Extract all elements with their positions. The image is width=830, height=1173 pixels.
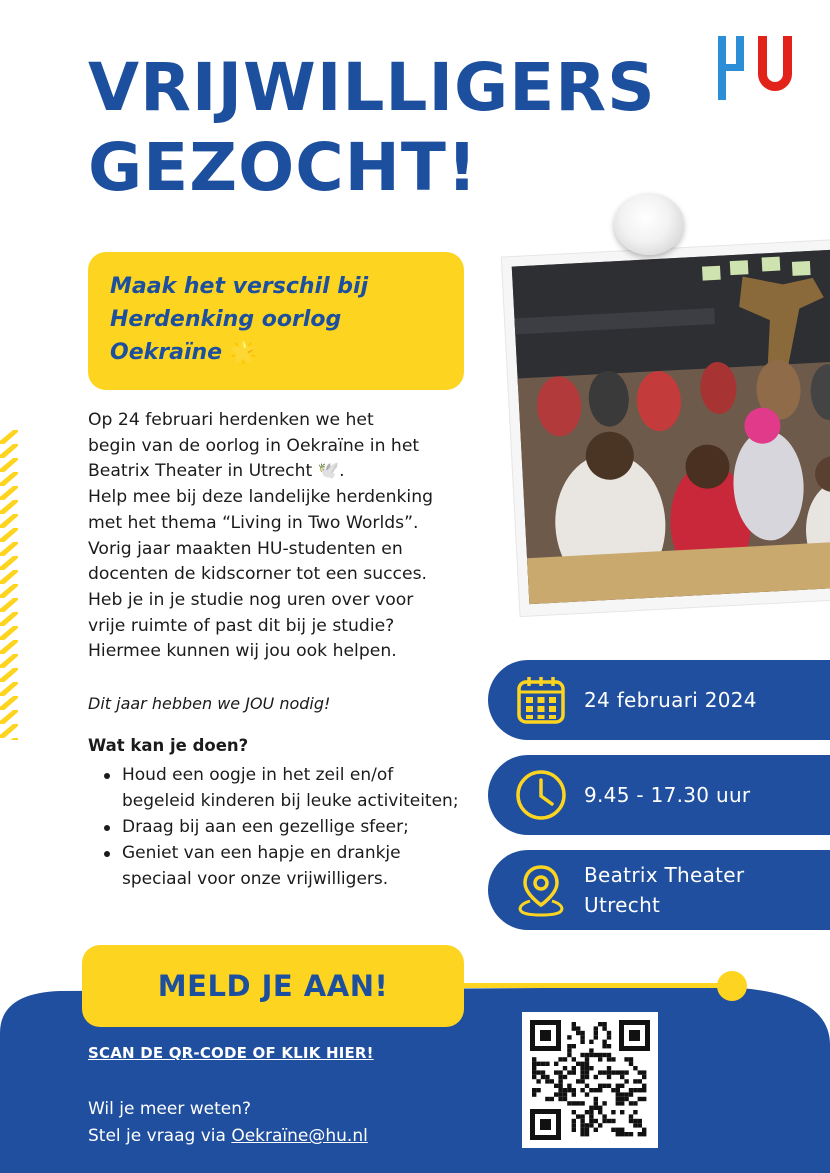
location-line-1: Beatrix Theater (584, 863, 745, 887)
intro-line: begin van de oorlog in Oekraïne in het (88, 435, 420, 456)
tagline-text: Maak het verschil bij Herdenking oorlog Oekraïne (110, 274, 369, 365)
call-out-text: Dit jaar hebben we JOU nodig! (88, 694, 331, 713)
location-pin-icon (514, 863, 568, 917)
cta-line (460, 983, 732, 988)
contact-line-1: Wil je meer weten? (88, 1099, 252, 1119)
email-link[interactable]: Oekraïne@hu.nl (231, 1126, 368, 1146)
intro-line: Heb je in je studie nog uren over voor (88, 589, 414, 610)
calendar-icon (514, 673, 568, 727)
intro-line: Hiermee kunnen wij jou ook helpen. (88, 641, 397, 662)
cta-dot (717, 971, 747, 1001)
qr-code-icon[interactable] (522, 1012, 658, 1148)
event-photo (500, 220, 830, 620)
photo-pin-icon (614, 193, 684, 255)
time-info (488, 755, 830, 835)
clock-icon (514, 768, 568, 822)
tasks-list (98, 762, 468, 892)
date-info (488, 660, 830, 740)
list-item: Houd een oogje in het zeil en/of begeleid kinderen bij leuke activiteiten; (98, 762, 468, 814)
intro-line: Op 24 februari herdenken we het (88, 410, 374, 430)
page-title (88, 48, 656, 208)
title-line-2: GEZOCHT! (88, 129, 479, 206)
decorative-stripes (0, 430, 18, 740)
intro-line: Beatrix Theater in Utrecht 🕊️. (88, 461, 345, 482)
location-line-2: Utrecht (584, 893, 661, 917)
scan-link[interactable]: SCAN DE QR-CODE OF KLIK HIER! (88, 1044, 374, 1062)
tagline-box (88, 252, 464, 390)
list-item: Draag bij aan een gezellige sfeer; (98, 814, 468, 840)
sign-up-label: MELD JE AAN! (157, 969, 389, 1003)
intro-line: Vorig jaar maakten HU-studenten en (88, 538, 403, 559)
contact-info (88, 1096, 368, 1150)
tasks-heading: Wat kan je doen? (88, 736, 249, 755)
star-emoji-icon: 🌟 (229, 340, 258, 365)
intro-line: Help mee bij deze landelijke herdenking (88, 487, 433, 508)
sign-up-button[interactable] (82, 945, 464, 1027)
date-text: 24 februari 2024 (584, 688, 757, 712)
intro-line: met het thema “Living in Two Worlds”. (88, 512, 419, 533)
title-line-1: VRIJWILLIGERS (88, 49, 656, 126)
contact-prefix: Stel je vraag via (88, 1126, 232, 1146)
list-item: Geniet van een hapje en drankje speciaal voor onze vrijwilligers. (98, 840, 468, 892)
intro-line: vrije ruimte of past dit bij je studie? (88, 615, 395, 636)
intro-text (88, 408, 508, 665)
time-text: 9.45 - 17.30 uur (584, 783, 751, 807)
intro-line: docenten de kidscorner tot een succes. (88, 564, 427, 585)
location-info (488, 850, 830, 930)
hu-logo-icon (716, 36, 794, 102)
